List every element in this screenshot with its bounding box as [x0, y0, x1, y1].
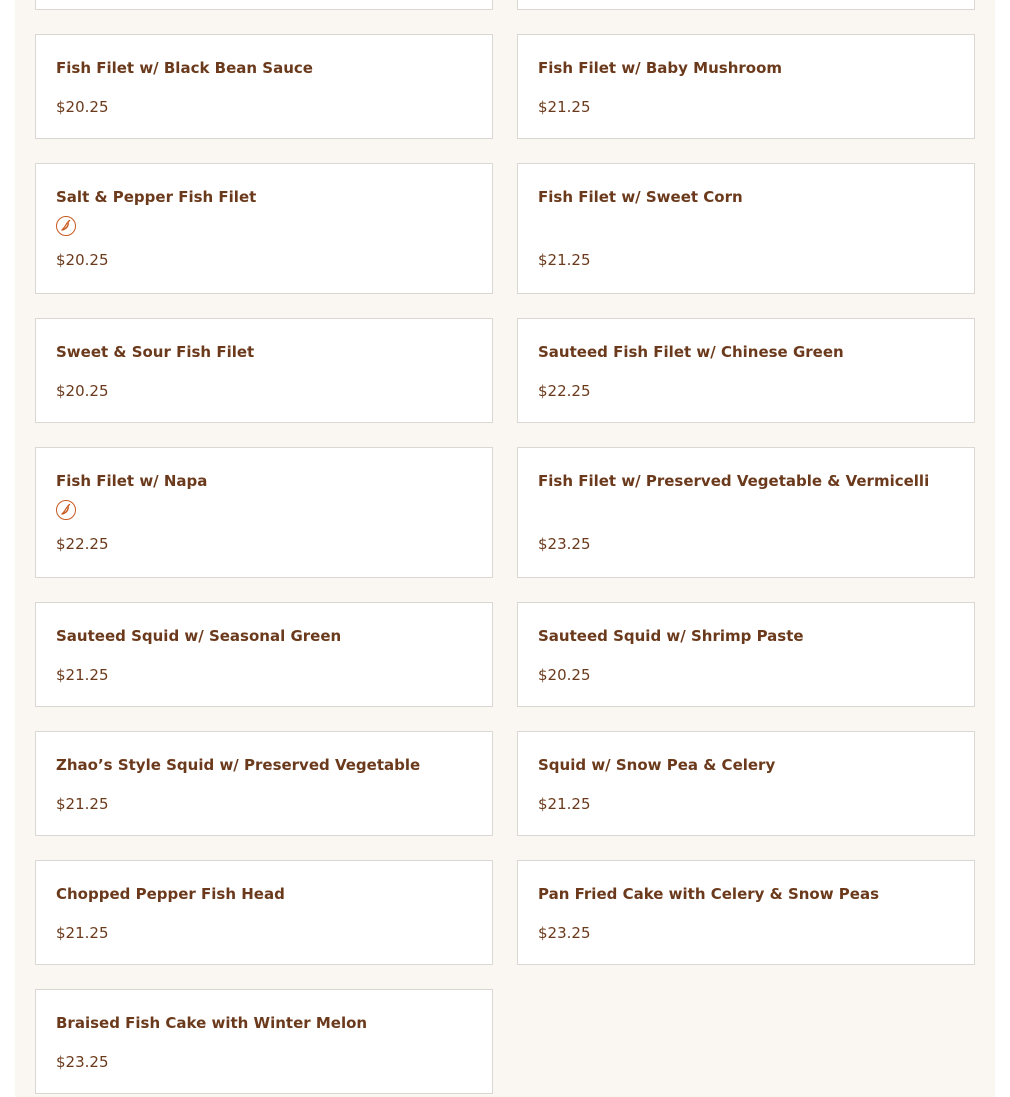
menu-item-name: Sweet & Sour Fish Filet: [56, 343, 255, 361]
menu-item-price: $23.25: [538, 924, 591, 942]
menu-item-name: Chopped Pepper Fish Head: [56, 885, 285, 903]
menu-item-price: $21.25: [538, 795, 591, 813]
menu-item-price: $20.25: [56, 98, 109, 116]
menu-item-name: Sauteed Fish Filet w/ Chinese Green: [538, 343, 844, 361]
menu-item-price: $21.25: [538, 251, 591, 269]
menu-item-card[interactable]: [35, 318, 493, 423]
menu-item-card[interactable]: [35, 989, 493, 1094]
menu-item-price: $23.25: [538, 535, 591, 553]
menu-item-card[interactable]: [35, 731, 493, 836]
chili-pepper-icon: [56, 500, 76, 520]
menu-item-price: $21.25: [56, 924, 109, 942]
chili-pepper-icon: [56, 216, 76, 236]
menu-item-card[interactable]: [517, 860, 975, 965]
menu-item-price: $22.25: [538, 382, 591, 400]
menu-item-name: Fish Filet w/ Baby Mushroom: [538, 59, 783, 77]
menu-item-name: Braised Fish Cake with Winter Melon: [56, 1014, 368, 1032]
menu-item-card[interactable]: [35, 860, 493, 965]
menu-item-card[interactable]: [35, 34, 493, 139]
menu-item-price: $23.25: [56, 1053, 109, 1071]
menu-item-price: $22.25: [56, 535, 109, 553]
menu-item-card[interactable]: [517, 318, 975, 423]
menu-item-name: Zhao’s Style Squid w/ Preserved Vegetable: [56, 756, 421, 774]
menu-item-price: $21.25: [56, 795, 109, 813]
menu-item-card[interactable]: [517, 602, 975, 707]
menu-item-card[interactable]: [517, 447, 975, 578]
menu-item-name: Fish Filet w/ Napa: [56, 472, 208, 490]
menu-panel: [15, 0, 995, 1097]
menu-item-card[interactable]: [517, 731, 975, 836]
menu-item-name: Fish Filet w/ Sweet Corn: [538, 188, 743, 206]
menu-item-name: Pan Fried Cake with Celery & Snow Peas: [538, 885, 880, 903]
menu-item-name: Squid w/ Snow Pea & Celery: [538, 756, 776, 774]
menu-item-name: Fish Filet w/ Black Bean Sauce: [56, 59, 313, 77]
menu-item-name: Fish Filet w/ Preserved Vegetable & Vermicelli: [538, 472, 930, 490]
menu-item-price: $21.25: [56, 666, 109, 684]
menu-item-price: $21.25: [538, 98, 591, 116]
menu-item-name: Salt & Pepper Fish Filet: [56, 188, 257, 206]
menu-item-name: Sauteed Squid w/ Seasonal Green: [56, 627, 342, 645]
menu-item-card[interactable]: [35, 163, 493, 294]
menu-item-card[interactable]: [35, 602, 493, 707]
menu-item-price: $20.25: [538, 666, 591, 684]
menu-item-card[interactable]: [35, 0, 493, 10]
menu-item-card[interactable]: [517, 163, 975, 294]
menu-item-card[interactable]: [517, 0, 975, 10]
menu-item-card[interactable]: [35, 447, 493, 578]
menu-item-name: Sauteed Squid w/ Shrimp Paste: [538, 627, 804, 645]
menu-item-price: $20.25: [56, 382, 109, 400]
menu-item-price: $20.25: [56, 251, 109, 269]
menu-item-card[interactable]: [517, 34, 975, 139]
